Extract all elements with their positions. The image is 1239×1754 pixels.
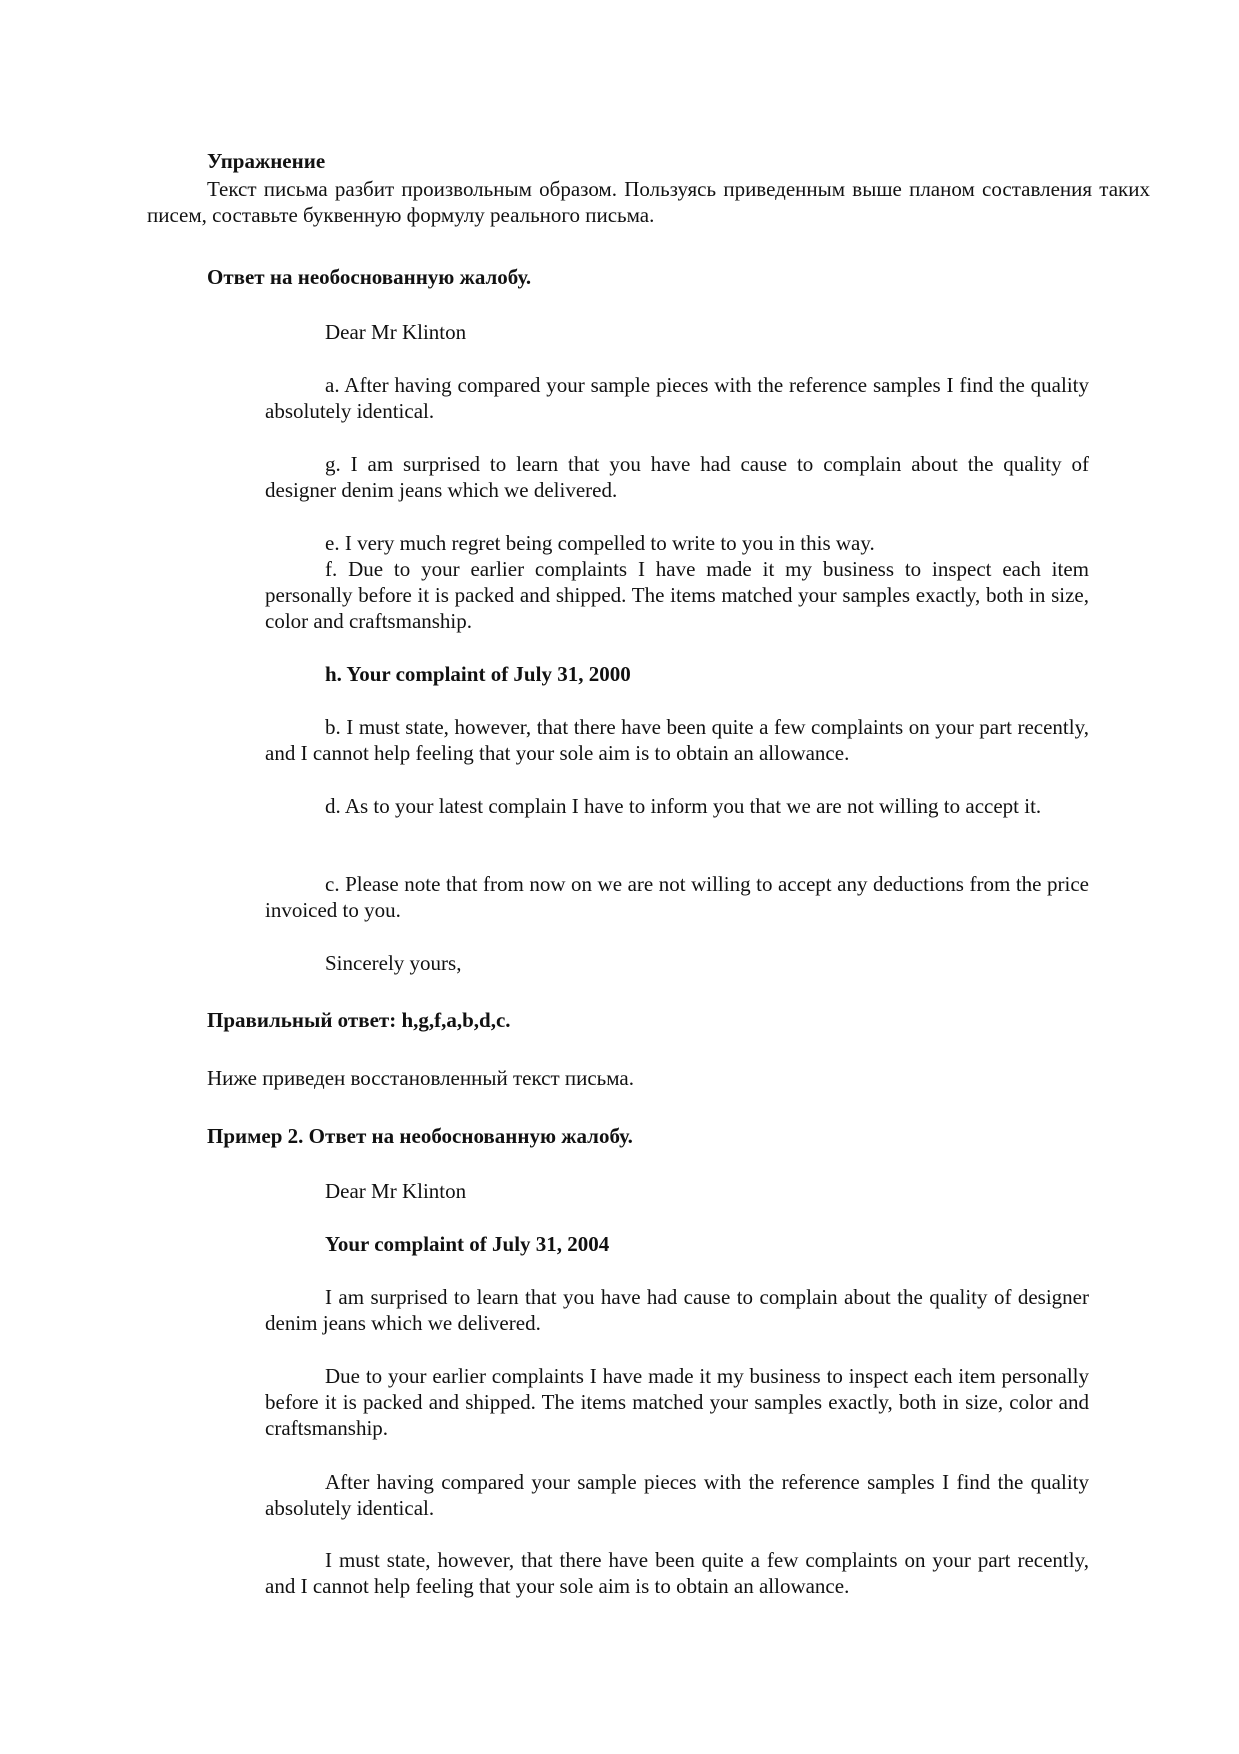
- example2-paragraph-1: I am surprised to learn that you have had cause to complain about the quality of designer denim jeans which we delivered.: [265, 1285, 1089, 1335]
- example2-paragraph-3: After having compared your sample pieces with the reference samples I find the quality absolutely identical.: [265, 1470, 1089, 1520]
- example1-paragraph-d: d. As to your latest complain I have to inform you that we are not willing to accept it.: [325, 794, 1042, 818]
- example2-heading: Пример 2. Ответ на необоснованную жалобу.: [207, 1124, 633, 1148]
- correct-answer: Правильный ответ: h,g,f,a,b,d,c.: [207, 1008, 511, 1032]
- example1-subject-h: h. Your complaint of July 31, 2000: [325, 662, 631, 686]
- example1-salutation: Dear Mr Klinton: [325, 320, 467, 344]
- example1-paragraph-a: a. After having compared your sample pieces with the reference samples I find the quality absolutely identical.: [265, 373, 1089, 423]
- answer-note: Ниже приведен восстановленный текст письма.: [207, 1066, 634, 1090]
- example1-closing: Sincerely yours,: [325, 951, 462, 975]
- example2-subject: Your complaint of July 31, 2004: [325, 1232, 610, 1256]
- example1-heading: Ответ на необоснованную жалобу.: [207, 265, 532, 289]
- example1-paragraph-c: c. Please note that from now on we are not willing to accept any deductions from the price invoiced to you.: [265, 872, 1089, 922]
- example2-paragraph-2: Due to your earlier complaints I have made it my business to inspect each item personally before it is packed and shipped. The items matched your samples exactly, both in size, color and craftsmanship.: [265, 1364, 1089, 1440]
- example1-paragraph-g: g. I am surprised to learn that you have had cause to complain about the quality of designer denim jeans which we delivered.: [265, 452, 1089, 502]
- example1-paragraph-e: e. I very much regret being compelled to write to you in this way.: [325, 531, 875, 555]
- example2-paragraph-4: I must state, however, that there have been quite a few complaints on your part recently, and I cannot help feeling that your sole aim is to obtain an allowance.: [265, 1548, 1089, 1598]
- exercise-title: Упражнение: [207, 149, 326, 173]
- example1-paragraph-b: b. I must state, however, that there have been quite a few complaints on your part recently, and I cannot help feeling that your sole aim is to obtain an allowance.: [265, 715, 1089, 765]
- exercise-instructions: Текст письма разбит произвольным образом. Пользуясь приведенным выше планом составления таких писем, составьте буквенную формулу реального письма.: [147, 177, 1150, 227]
- example2-salutation: Dear Mr Klinton: [325, 1179, 467, 1203]
- example1-paragraph-f: f. Due to your earlier complaints I have made it my business to inspect each item personally before it is packed and shipped. The items matched your samples exactly, both in size, color and craftsmanship.: [265, 557, 1089, 633]
